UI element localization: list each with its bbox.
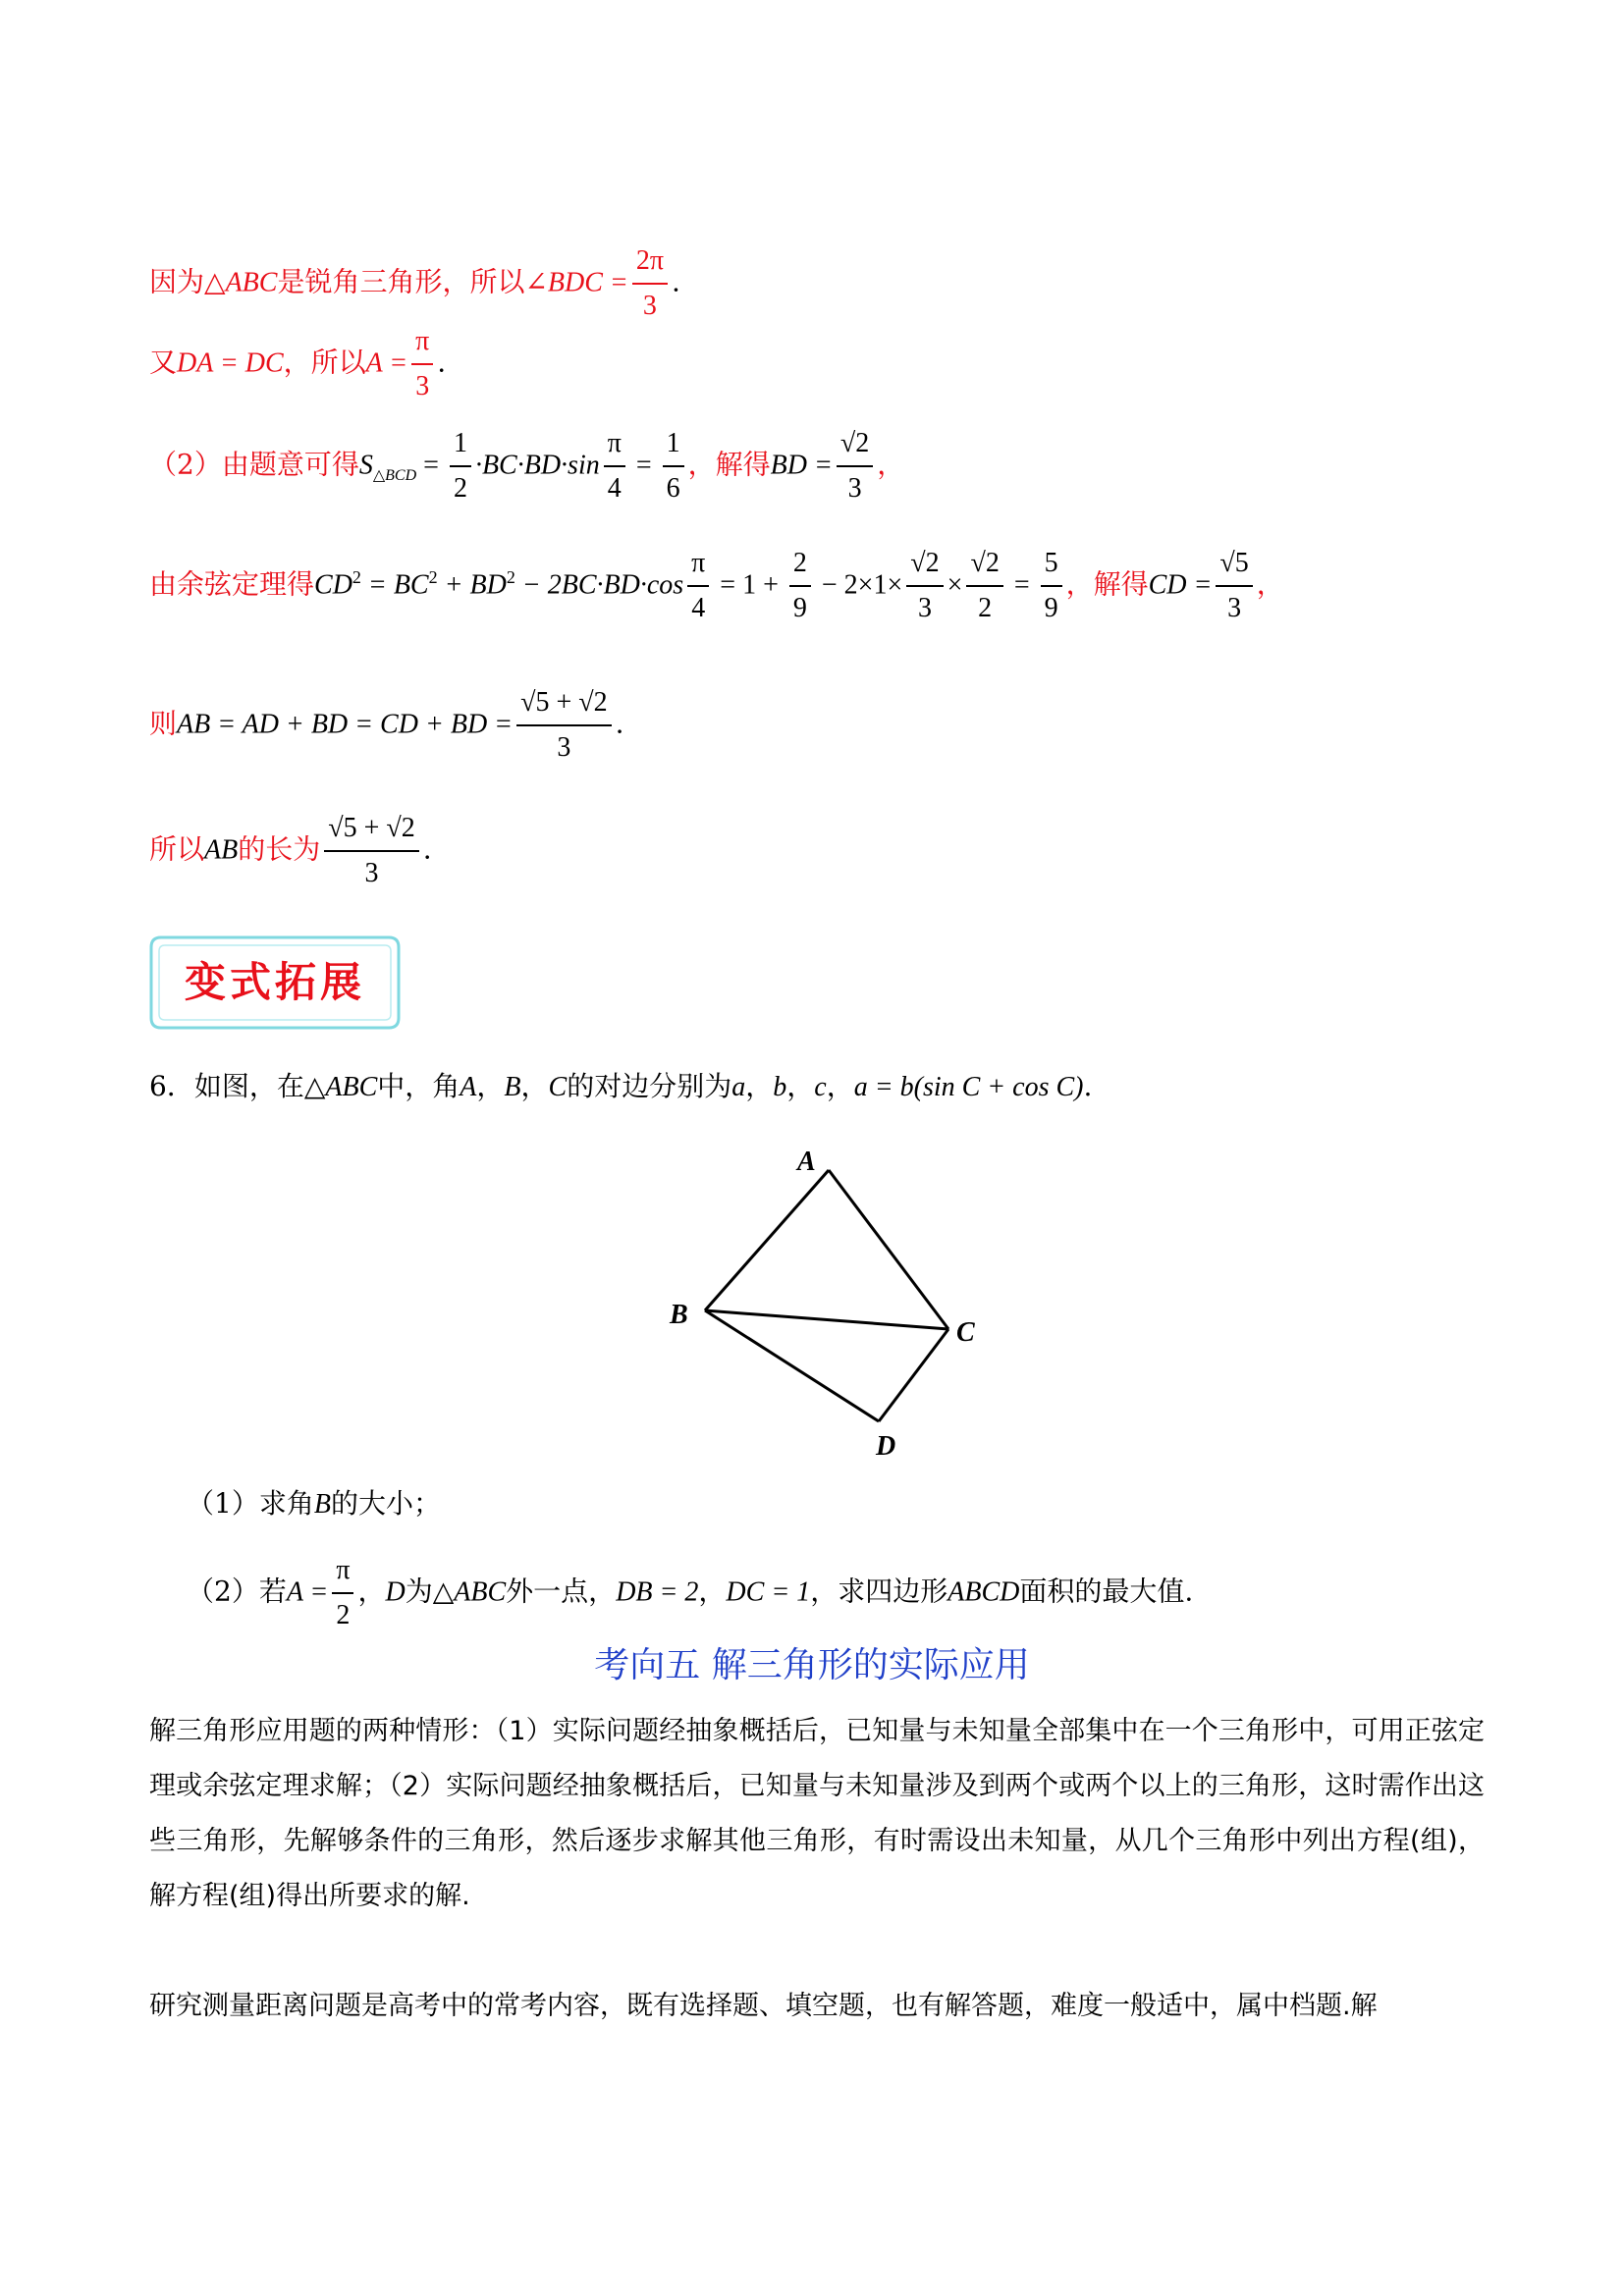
denominator: 9 xyxy=(1044,593,1058,623)
body-paragraph-1: 解三角形应用题的两种情形：（1）实际问题经抽象概括后，已知量与未知量全部集中在一个三角形中，可用正弦定理或余弦定理求解；（2）实际问题经抽象概括后，已知量与未知量涉及到两个或两个以上的三角形，这时需作出这些三角形，先解够条件的三角形，然后逐步求解其他三角形，有时需设出未知量，从几个三角形中列出方程(组)，解方程(组)得出所要求的解. xyxy=(149,1716,1485,1911)
fraction-2pi-3 xyxy=(632,243,668,324)
text: 的长为 xyxy=(238,832,321,866)
fraction-pi-2 xyxy=(332,1553,353,1633)
solution-line-3 xyxy=(149,426,904,507)
question-1 xyxy=(187,1484,441,1524)
triangle-symbol: △ xyxy=(204,267,226,298)
comma: ， xyxy=(520,1070,549,1102)
var-b-lower: b xyxy=(773,1072,787,1102)
text: 则 xyxy=(149,707,178,740)
plus: + xyxy=(356,813,387,843)
denominator: 3 xyxy=(364,858,379,888)
numerator: √2 xyxy=(837,426,873,467)
comma: ， xyxy=(476,1070,505,1102)
numerator: π xyxy=(411,324,433,365)
label-a: A xyxy=(797,1147,816,1177)
comma: ， xyxy=(826,1070,854,1102)
exponent: 2 xyxy=(352,567,361,588)
fraction-sqrt2-2 xyxy=(966,546,1002,626)
var-c: C xyxy=(548,1072,568,1102)
fraction-1-2 xyxy=(450,426,471,507)
text: ，所以 xyxy=(283,346,366,379)
solution-line-5 xyxy=(149,685,624,766)
badge-text: 变式拓展 xyxy=(184,958,365,1006)
equation: a = b(sin C + cos C) xyxy=(853,1072,1084,1102)
equals: = xyxy=(416,450,446,481)
var-a-lower: a xyxy=(731,1072,746,1102)
fraction-sqrt2-3 xyxy=(837,426,873,507)
numerator: √5 + √2 xyxy=(516,685,612,726)
denominator: 3 xyxy=(917,593,932,623)
denominator: 3 xyxy=(557,732,571,763)
numerator: 1 xyxy=(450,426,471,467)
exponent: 2 xyxy=(506,567,515,588)
period: . xyxy=(671,265,680,298)
eq-db: DB = 2 xyxy=(616,1576,699,1608)
period: . xyxy=(437,346,447,379)
var-d: D xyxy=(385,1576,406,1608)
radicand: 5 xyxy=(343,813,357,843)
text: 由余弦定理得 xyxy=(149,567,315,601)
fraction-1-6 xyxy=(663,426,684,507)
var-s: S xyxy=(358,450,373,481)
text: 外一点， xyxy=(506,1575,617,1608)
text: 所以 xyxy=(149,832,205,866)
text: 面积的最大值. xyxy=(1019,1575,1194,1608)
numerator: √5 + √2 xyxy=(324,811,419,852)
fraction-5-9 xyxy=(1041,546,1062,626)
fraction-pi-4 xyxy=(687,546,709,626)
eq-da-dc: DA = DC xyxy=(177,347,284,379)
var-cd: CD = xyxy=(1148,569,1213,601)
radicand: 2 xyxy=(593,687,608,718)
section-badge xyxy=(147,934,403,1032)
angle-bdc: ∠BDC = xyxy=(524,267,628,298)
var-abc: ABC xyxy=(225,267,278,298)
comma: ， xyxy=(745,1070,774,1102)
denominator: 2 xyxy=(978,593,993,623)
equals: = xyxy=(628,450,659,481)
var-b: B xyxy=(504,1072,521,1102)
solution-line-4 xyxy=(149,546,1284,626)
text: ，解得 xyxy=(687,448,771,481)
denominator: 6 xyxy=(666,473,680,504)
fraction-sqrt5-plus-sqrt2-3 xyxy=(324,811,419,891)
var-b: B xyxy=(313,1489,331,1520)
numerator: π xyxy=(687,546,709,587)
radicand: 2 xyxy=(401,813,415,843)
text: 的对边分别为 xyxy=(567,1070,732,1102)
text: ，解得 xyxy=(1065,567,1149,601)
denominator: 9 xyxy=(792,593,807,623)
text: 为 xyxy=(405,1575,433,1608)
radicand: 5 xyxy=(535,687,550,718)
var-abcd: ABCD xyxy=(947,1576,1020,1608)
eq-dc: DC = 1 xyxy=(726,1576,811,1608)
expr: + BD xyxy=(437,569,507,601)
var-a: A = xyxy=(365,347,408,379)
var-a: A xyxy=(460,1072,477,1102)
fraction-2-9 xyxy=(789,546,811,626)
radicand: 2 xyxy=(985,548,1000,578)
denominator: 3 xyxy=(847,473,862,504)
fraction-pi-4 xyxy=(604,426,625,507)
var-ab: AB xyxy=(204,834,239,866)
denominator: 3 xyxy=(415,371,430,401)
denominator: 4 xyxy=(691,593,706,623)
denominator: 2 xyxy=(453,473,467,504)
expr: − 2BC·BD·cos xyxy=(514,569,684,601)
expr: AB = AD + BD = CD + BD = xyxy=(177,709,514,740)
text: 中，角 xyxy=(377,1070,460,1102)
subscript-bcd: △BCD xyxy=(372,467,417,485)
denominator: 3 xyxy=(1227,593,1242,623)
comma: ， xyxy=(877,448,905,481)
triangle-symbol: △ xyxy=(303,1072,326,1102)
numerator: 5 xyxy=(1041,546,1062,587)
numerator: √5 xyxy=(1216,546,1252,587)
text: 因为 xyxy=(149,265,205,298)
body-paragraph-2: 研究测量距离问题是高考中的常考内容，既有选择题、填空题，也有解答题，难度一般适中，属中档题.解 xyxy=(149,1991,1378,2021)
period: . xyxy=(1083,1070,1093,1102)
denominator: 4 xyxy=(607,473,622,504)
geometry-figure xyxy=(658,1139,992,1472)
numerator: π xyxy=(604,426,625,467)
denominator: 2 xyxy=(336,1600,351,1630)
comma: ， xyxy=(1256,567,1284,601)
numerator: 1 xyxy=(663,426,684,467)
label-d: D xyxy=(876,1431,896,1462)
var-bd: BD = xyxy=(770,450,833,481)
fraction-sqrt5-3 xyxy=(1216,546,1252,626)
text: ，求四边形 xyxy=(810,1575,948,1608)
text: 6．如图，在 xyxy=(149,1070,304,1102)
solution-line-6 xyxy=(149,811,432,891)
radicand: 2 xyxy=(925,548,940,578)
plus: + xyxy=(549,687,579,718)
solution-line-2 xyxy=(149,324,446,404)
var-a: A = xyxy=(286,1576,329,1608)
fraction-pi-3 xyxy=(411,324,433,404)
comma: ， xyxy=(357,1575,386,1608)
text: 又 xyxy=(149,346,178,379)
expr: = 1 + xyxy=(713,569,785,601)
text: （2）若 xyxy=(187,1575,287,1608)
times: × xyxy=(947,569,963,601)
period: . xyxy=(422,832,432,866)
solution-line-1 xyxy=(149,243,680,324)
problem-stem xyxy=(149,1067,1092,1107)
fraction-sqrt2-3 xyxy=(906,546,943,626)
exponent: 2 xyxy=(428,567,438,588)
var-abc: ABC xyxy=(325,1072,378,1102)
triangle-symbol: △ xyxy=(432,1576,455,1608)
period: . xyxy=(615,707,624,740)
var-cd: CD xyxy=(314,569,352,601)
expr: = BC xyxy=(360,569,429,601)
fraction-sqrt5-plus-sqrt2-3 xyxy=(516,685,612,766)
comma: ， xyxy=(786,1070,815,1102)
text: 是锐角三角形，所以 xyxy=(277,265,525,298)
section-title: 考向五 解三角形的实际应用 xyxy=(594,1645,1030,1685)
numerator: √2 xyxy=(966,546,1002,587)
question-2 xyxy=(187,1553,1193,1633)
comma: ， xyxy=(698,1575,727,1608)
label-c: C xyxy=(956,1317,975,1348)
text: 的大小； xyxy=(330,1487,441,1520)
label-b: B xyxy=(670,1300,688,1330)
numerator: π xyxy=(332,1553,353,1594)
numerator: 2π xyxy=(632,243,668,285)
text: （2）由题意可得 xyxy=(149,448,359,481)
text: （1）求角 xyxy=(187,1487,314,1520)
expr: ·BC·BD·sin xyxy=(474,450,600,481)
radicand: 5 xyxy=(1234,548,1249,578)
equals: = xyxy=(1006,569,1037,601)
var-c-lower: c xyxy=(814,1072,827,1102)
denominator: 3 xyxy=(642,291,657,321)
expr: − 2×1× xyxy=(814,569,903,601)
numerator: √2 xyxy=(906,546,943,587)
var-abc: ABC xyxy=(454,1576,507,1608)
numerator: 2 xyxy=(789,546,811,587)
radicand: 2 xyxy=(855,428,870,458)
